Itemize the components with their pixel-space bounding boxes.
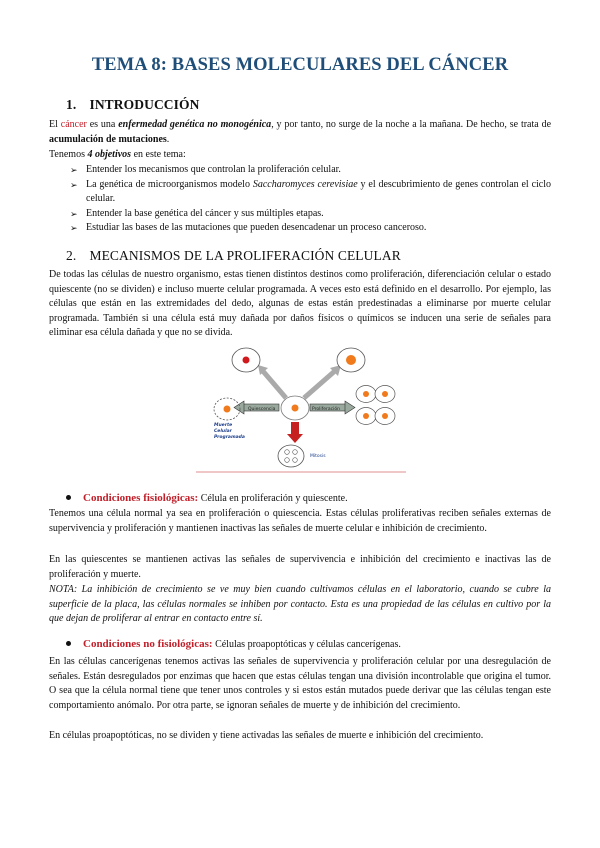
- list-item: [49, 221, 551, 236]
- section-number: 1.: [66, 97, 77, 112]
- arrow-down-head-icon: [287, 434, 303, 443]
- arrow-bullet-icon: ➢: [70, 208, 78, 219]
- cancer-term: cáncer: [60, 119, 87, 130]
- intro-bold: enfermedad genética no monogénica: [118, 119, 272, 130]
- arrow-bullet-icon: ➢: [70, 165, 78, 175]
- intro-text: , y por tanto, no surge de la noche a la mañana. De hecho, se trata de: [271, 119, 552, 130]
- upper-right-nucleus: [346, 355, 356, 365]
- nonphysio-paragraph-1: En las células cancerígenas tenemos activas las señales de supervivencia y proliferación celular por una desregulación de señales. Están desregulados por enzimas que hacen que estas células tengan una división incontrolable que origina el tumor. O sea que la célula normal tiene que tener unos controles y si estos están mutados puede derivar que las células tengan este comportamiento anómalo. Por otra parte, se ignoran señales de muerte y de inhibición del crecimiento.: [49, 656, 551, 711]
- objective-text: Estudiar las bases de las mutaciones que pueden desencadenar un proceso canceroso.: [86, 222, 427, 234]
- arrow-left-head-icon: [234, 401, 244, 414]
- section-number: 2.: [66, 248, 77, 263]
- mitosis-label: Mitosis: [310, 454, 326, 459]
- list-item: [49, 207, 551, 222]
- arrow-down-icon: [291, 422, 299, 434]
- nonphysio-heading: [66, 637, 401, 653]
- differentiated-nucleus: [243, 357, 250, 364]
- quiescencia-label: Quiescencia: [248, 407, 276, 412]
- dying-nucleus: [224, 406, 231, 413]
- mitosis-cell: [278, 445, 304, 467]
- objectives-list-wrap: [49, 163, 551, 236]
- objective-text: La genética de microorganismos modelo: [86, 178, 250, 190]
- list-item: [49, 178, 551, 207]
- intro-text: El: [49, 119, 58, 130]
- objectives-intro: [49, 148, 551, 163]
- page-title: TEMA 8: BASES MOLECULARES DEL CÁNCER: [91, 55, 509, 75]
- objectives-text: en este tema:: [133, 149, 186, 160]
- physio-summary: Célula en proliferación y quiescente.: [200, 493, 348, 504]
- objectives-list: [49, 163, 551, 236]
- arrow-bullet-icon: ➢: [70, 223, 78, 234]
- list-item: [49, 163, 551, 178]
- arrow-right-head-icon: [345, 401, 355, 414]
- physio-note: NOTA: La inhibición de crecimiento se ve muy bien cuando cultivamos células en el laboratorio, cuando se cubre la superficie de la placa, las células normales se inhiben por contacto. Esta es una propiedad de las células en cultivo por la que dejan de proliferar al entrar en contacto entre sí.: [49, 584, 551, 625]
- objective-text: Entender la base genética del cáncer y sus múltiples etapas.: [86, 207, 324, 219]
- muerte-label: Muerte: [214, 423, 233, 428]
- physio-paragraph-1: Tenemos una célula normal ya sea en proliferación o quiescencia. Estas células proliferativas reciben señales externas de supervivencia y proliferación y mantienen inactivas las señales de muerte celular e inhibición de crecimiento.: [49, 508, 551, 534]
- physio-heading: [66, 491, 348, 507]
- bullet-dot-icon: [66, 495, 71, 500]
- nonphysio-label: Condiciones no fisiológicas:: [83, 638, 213, 650]
- objectives-text: Tenemos: [49, 149, 85, 160]
- nonphysio-summary: Células proapoptóticas y células cancerígenas.: [215, 639, 401, 650]
- proliferating-cluster: [356, 386, 395, 425]
- section-title: INTRODUCCIÓN: [89, 97, 200, 112]
- intro-text: .: [166, 133, 170, 145]
- arrow-upright-icon: [304, 370, 336, 398]
- section-heading-mecanismos: [66, 249, 401, 264]
- central-nucleus: [292, 405, 299, 412]
- objective-text: y el descubrimiento de genes controlan el ciclo celular.: [86, 178, 551, 205]
- cell-fate-diagram: [196, 346, 406, 474]
- intro-bold: acumulación de mutaciones: [49, 133, 167, 145]
- bullet-dot-icon: [66, 641, 71, 646]
- section-heading-introduccion: [66, 98, 199, 113]
- arrow-upleft-icon: [262, 370, 286, 398]
- mecanismos-paragraph: De todas las células de nuestro organismo, estas tienen distintos destinos como proliferación, diferenciación celular o estado quiescente (no se dividen) e incluso muerte celular programada. A veces esto está definido en el desarrollo. Por ejemplo, las células que están en las extremidades del dedo, algunas de estas están predestinadas a eliminarse por muerte celular programada. También si una célula está muy dañada por daños físicos o químicos se inducen una serie de señales para eliminar esa célula dañada y que no se divida.: [49, 269, 551, 339]
- species-name: Saccharomyces cerevisiae: [252, 178, 358, 190]
- proliferacion-label: Proliferación: [312, 407, 340, 412]
- objective-text: Entender los mecanismos que controlan la proliferación celular.: [86, 164, 341, 175]
- programada-label: Programada: [214, 435, 245, 440]
- physio-label: Condiciones fisiológicas:: [83, 492, 199, 504]
- celular-label: Celular: [214, 429, 232, 434]
- objectives-bold: 4 objetivos: [87, 149, 132, 160]
- arrow-bullet-icon: ➢: [70, 179, 78, 190]
- intro-paragraph: [49, 118, 551, 147]
- physio-paragraph-2: En las quiescentes se mantienen activas las señales de supervivencia e inhibición del crecimiento e inactivas las de proliferación y muerte.: [49, 554, 551, 580]
- intro-text: es una: [89, 119, 116, 130]
- nonphysio-paragraph-2: En células proapoptóticas, no se dividen y tiene activadas las señales de muerte e inhibición del crecimiento.: [49, 730, 484, 741]
- section-title: MECANISMOS DE LA PROLIFERACIÓN CELULAR: [89, 248, 401, 263]
